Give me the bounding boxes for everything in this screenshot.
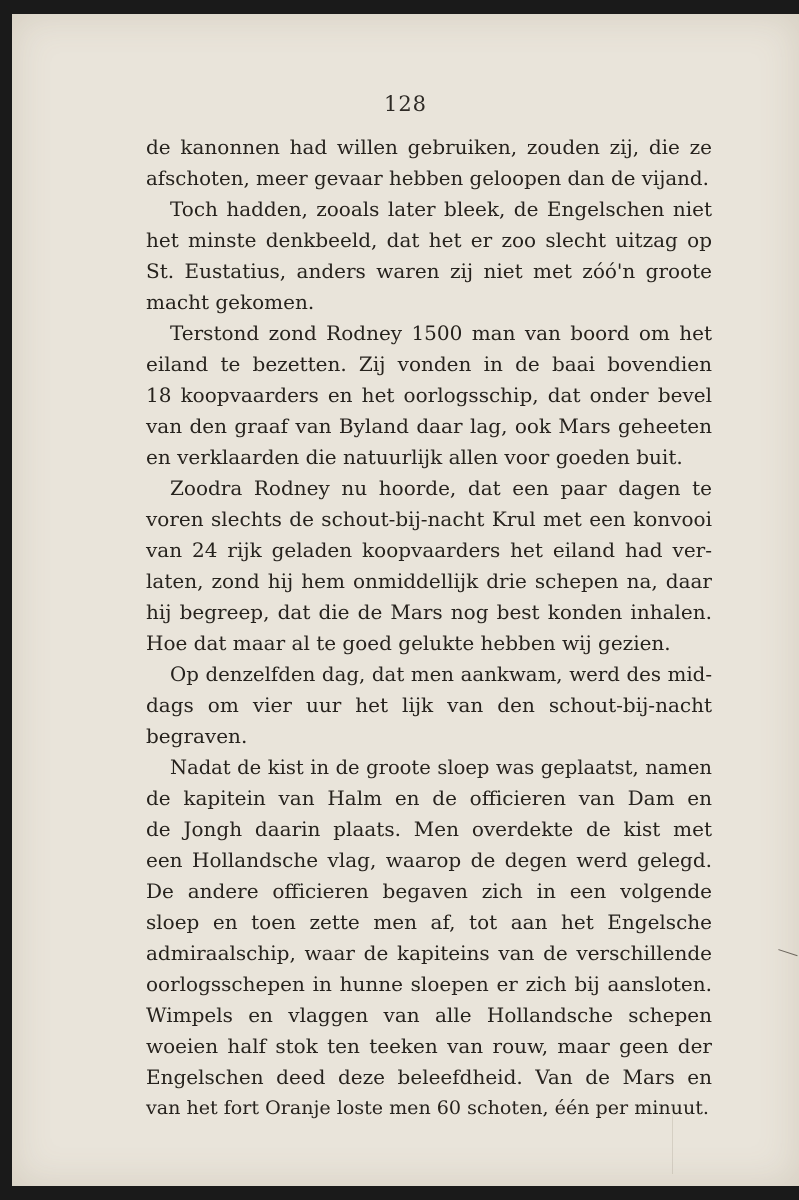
- text-line: sloep en toen zette men af, tot aan het Engelsche: [146, 910, 712, 934]
- margin-mark: [776, 949, 797, 962]
- text-line: macht gekomen.: [146, 290, 315, 314]
- text-line: Hoe dat maar al te goed gelukte hebben wij gezien.: [146, 631, 671, 655]
- text-line: afschoten, meer gevaar hebben geloopen dan de vijand.: [146, 167, 709, 190]
- text-line: hij begreep, dat die de Mars nog best konden inhalen.: [146, 600, 712, 624]
- text-line: laten, zond hij hem onmiddellijk drie schepen na, daar: [146, 569, 712, 593]
- page-number: 128: [383, 92, 428, 116]
- text-line: Toch hadden, zooals later bleek, de Engelschen niet: [170, 197, 712, 221]
- text-line: de kapitein van Halm en de officieren van Dam en: [146, 786, 712, 810]
- text-line: Wimpels en vlaggen van alle Hollandsche schepen: [146, 1003, 712, 1027]
- text-line: en verklaarden die natuurlijk allen voor goeden buit.: [146, 445, 683, 469]
- text-line: Nadat de kist in de groote sloep was geplaatst, namen: [170, 756, 712, 779]
- text-line: begraven.: [146, 724, 248, 748]
- text-line: Terstond zond Rodney 1500 man van boord om het: [170, 321, 712, 345]
- text-line: Engelschen deed deze beleefdheid. Van de Mars en: [146, 1065, 712, 1089]
- paper-crease: [672, 1114, 673, 1174]
- body-text: [146, 132, 712, 1124]
- text-line: oorlogsschepen in hunne sloepen er zich bij aansloten.: [146, 972, 712, 996]
- text-line: 18 koopvaarders en het oorlogsschip, dat onder bevel: [146, 383, 712, 407]
- text-line: Zoodra Rodney nu hoorde, dat een paar dagen te: [170, 476, 712, 500]
- text-line: eiland te bezetten. Zij vonden in de baai bovendien: [146, 352, 712, 376]
- text-line: het minste denkbeeld, dat het er zoo slecht uitzag op: [146, 228, 712, 252]
- text-line: De andere officieren begaven zich in een volgende: [146, 879, 712, 903]
- text-line: dags om vier uur het lijk van den schout-bij-nacht: [146, 693, 712, 717]
- text-line: van 24 rijk geladen koopvaarders het eiland had ver-: [146, 538, 712, 562]
- text-line: Op denzelfden dag, dat men aankwam, werd des mid-: [170, 663, 712, 686]
- book-page: [12, 14, 799, 1186]
- text-line: van den graaf van Byland daar lag, ook Mars geheeten: [146, 414, 712, 438]
- text-line: woeien half stok ten teeken van rouw, maar geen der: [146, 1034, 712, 1058]
- text-line: de Jongh daarin plaats. Men overdekte de kist met: [146, 817, 712, 841]
- text-line: de kanonnen had willen gebruiken, zouden zij, die ze: [146, 135, 712, 159]
- text-line: een Hollandsche vlag, waarop de degen werd gelegd.: [146, 848, 712, 872]
- text-line: admiraalschip, waar de kapiteins van de verschillende: [146, 941, 712, 965]
- text-line: voren slechts de schout-bij-nacht Krul met een konvooi: [146, 507, 712, 531]
- text-line: van het fort Oranje loste men 60 schoten, één per minuut.: [146, 1097, 709, 1119]
- text-line: St. Eustatius, anders waren zij niet met zóó'n groote: [146, 259, 712, 283]
